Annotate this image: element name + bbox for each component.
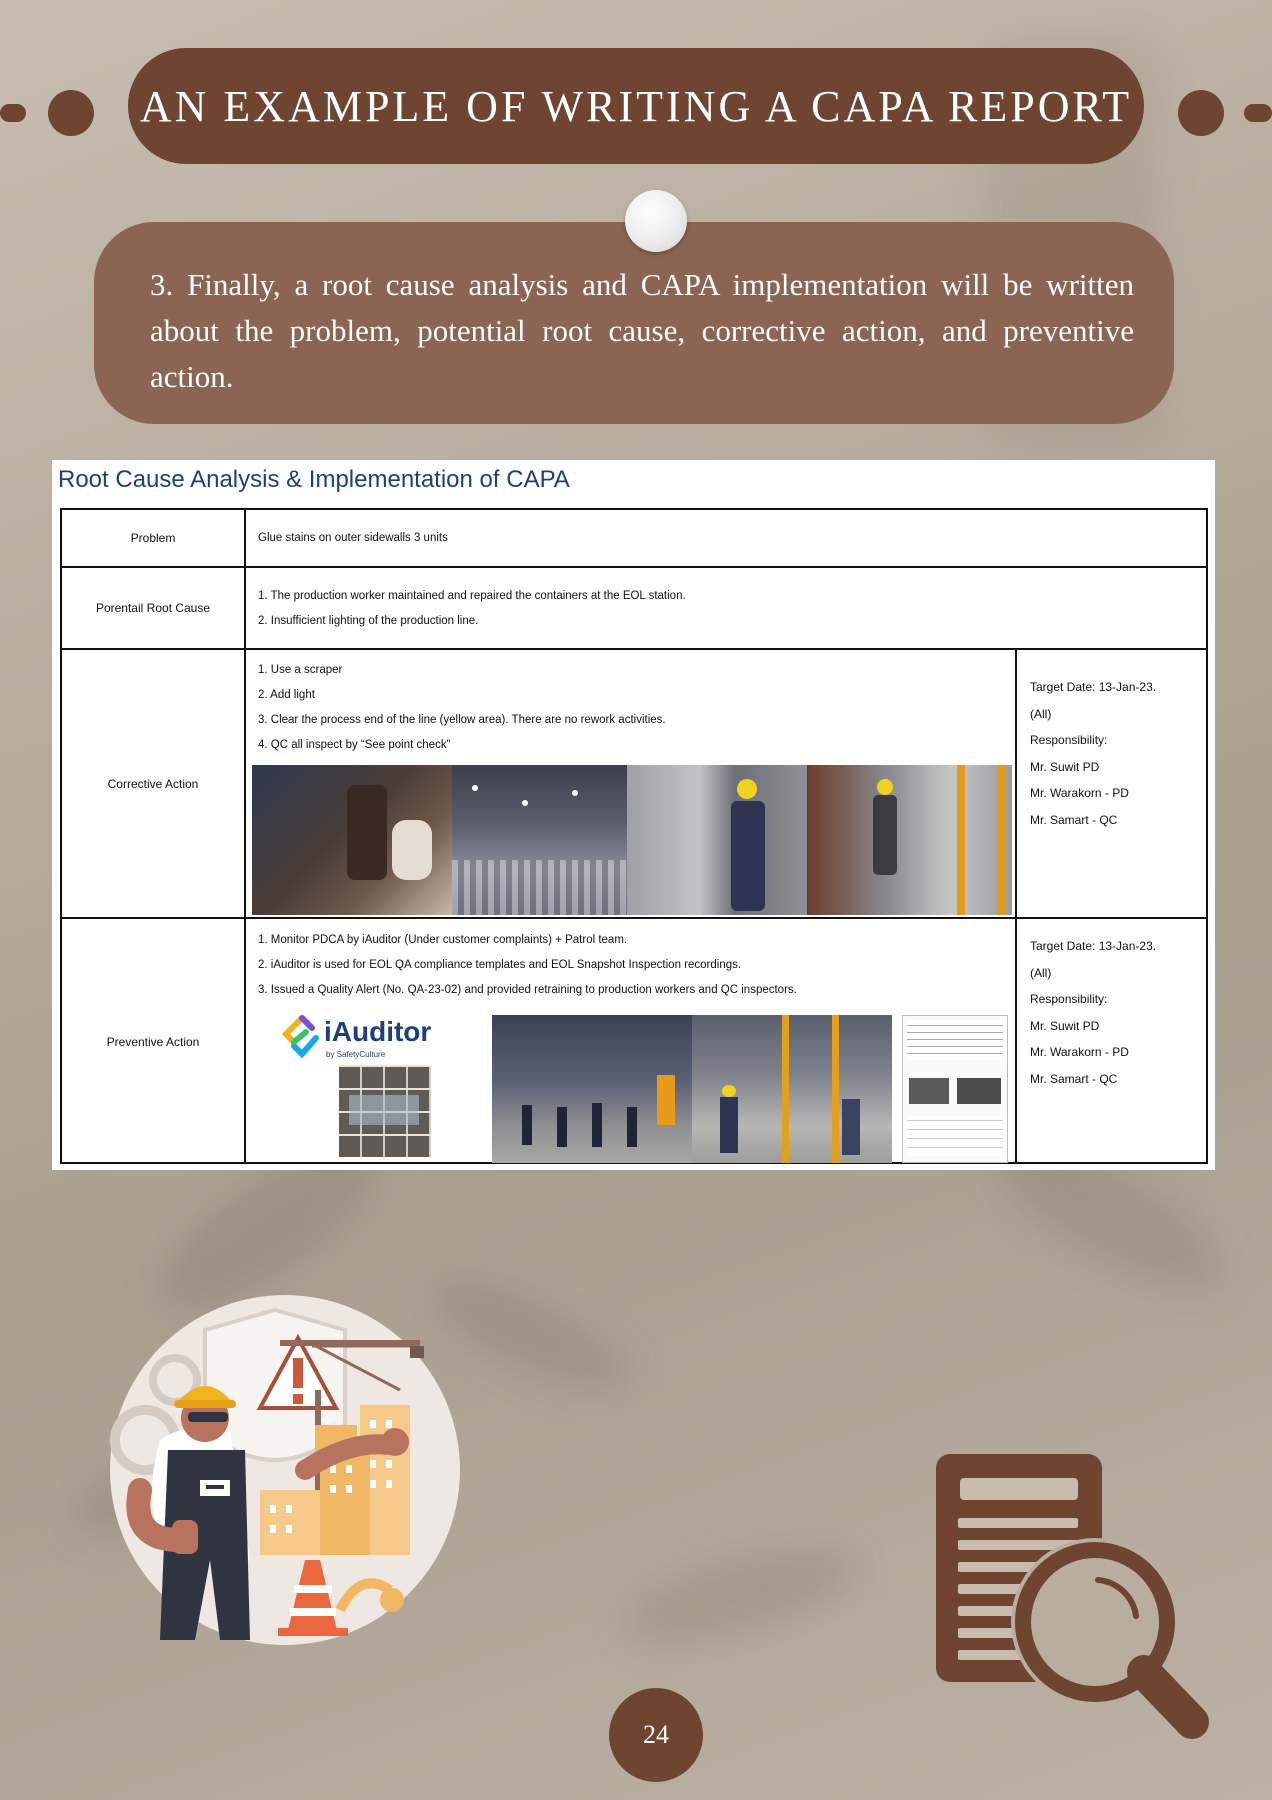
quality-alert-document <box>902 1015 1008 1163</box>
iauditor-logo-subtext: by SafetyCulture <box>326 1050 386 1059</box>
photo-scraper <box>252 765 452 915</box>
responsible-person: Mr. Warakorn - PD <box>1030 786 1129 800</box>
responsible-person: Mr. Samart - QC <box>1030 812 1118 827</box>
photo-factory-lights <box>452 765 627 915</box>
preventive-action-label: Preventive Action <box>106 1034 200 1049</box>
responsible-person: Mr. Suwit PD <box>1030 759 1100 774</box>
responsible-person: Mr. Suwit PD <box>1030 1018 1100 1033</box>
iauditor-logo-text: iAuditor <box>324 1016 432 1047</box>
iauditor-logo <box>272 1010 472 1070</box>
responsible-person: Mr. Warakorn - PD <box>1030 1045 1129 1059</box>
preventive-list <box>258 928 797 1003</box>
target-date: Target Date: 13-Jan-23. <box>1030 680 1157 694</box>
photo-workstation <box>807 765 1012 915</box>
capa-table <box>60 508 1208 1164</box>
title-deco-dash-right <box>1244 104 1272 122</box>
photo-worker-inspection <box>627 765 807 915</box>
list-item: 2. iAuditor is used for EOL QA compliance templates and EOL Snapshot Inspection recordings. <box>258 959 742 971</box>
responsibility-heading: Responsibility: <box>1030 992 1108 1006</box>
problem-label: Problem <box>130 531 176 545</box>
capa-table-figure <box>52 460 1215 1170</box>
list-item: 1. The production worker maintained and repaired the containers at the EOL station. <box>258 590 686 602</box>
title-deco-dash-left <box>0 104 26 122</box>
intro-text: 3. Finally, a root cause analysis and CAPA implementation will be written about the problem, potential root cause, corrective action, and preventive action. <box>150 267 1134 394</box>
preventive-responsibility <box>1030 933 1156 1092</box>
list-item: 3. Issued a Quality Alert (No. QA-23-02) and provided retraining to production workers and QC inspectors. <box>258 984 797 996</box>
inspection-thumbnail-grid <box>339 1065 431 1157</box>
pin-icon <box>625 190 687 252</box>
root-cause-list <box>258 584 686 634</box>
photo-patrol-team <box>492 1015 692 1163</box>
page-number: 24 <box>609 1688 703 1782</box>
responsible-person: Mr. Samart - QC <box>1030 1071 1118 1086</box>
corrective-action-label: Corrective Action <box>107 776 199 791</box>
problem-text: Glue stains on outer sidewalls 3 units <box>258 532 448 544</box>
corrective-list <box>258 658 666 758</box>
title-deco-dot-right <box>1178 90 1224 136</box>
scope: (All) <box>1030 965 1052 980</box>
list-item: 3. Clear the process end of the line (yellow area). There are no rework activities. <box>258 714 666 726</box>
corrective-responsibility <box>1030 674 1156 833</box>
list-item: 1. Monitor PDCA by iAuditor (Under customer complaints) + Patrol team. <box>258 934 628 946</box>
page-title-bar <box>128 48 1144 164</box>
scope: (All) <box>1030 706 1052 721</box>
col-divider <box>244 510 246 1162</box>
iauditor-logo-icon <box>280 1014 324 1060</box>
document-search-icon <box>930 1450 1220 1750</box>
list-item: 1. Use a scraper <box>258 664 343 676</box>
list-item: 2. Insufficient lighting of the production line. <box>258 615 479 627</box>
construction-worker-illustration <box>100 1290 460 1650</box>
leaf-shadow <box>615 1530 865 1660</box>
root-cause-label: Porentail Root Cause <box>95 601 211 615</box>
title-deco-dot-left <box>48 90 94 136</box>
photo-retraining <box>692 1015 892 1163</box>
page-title: AN EXAMPLE OF WRITING A CAPA REPORT <box>139 81 1133 131</box>
list-item: 2. Add light <box>258 689 315 701</box>
target-date: Target Date: 13-Jan-23. <box>1030 939 1157 953</box>
capa-table-title: Root Cause Analysis & Implementation of CAPA <box>58 466 570 493</box>
list-item: 4. QC all inspect by “See point check” <box>258 739 451 751</box>
responsibility-heading: Responsibility: <box>1030 733 1108 747</box>
col-divider <box>1015 648 1017 1162</box>
